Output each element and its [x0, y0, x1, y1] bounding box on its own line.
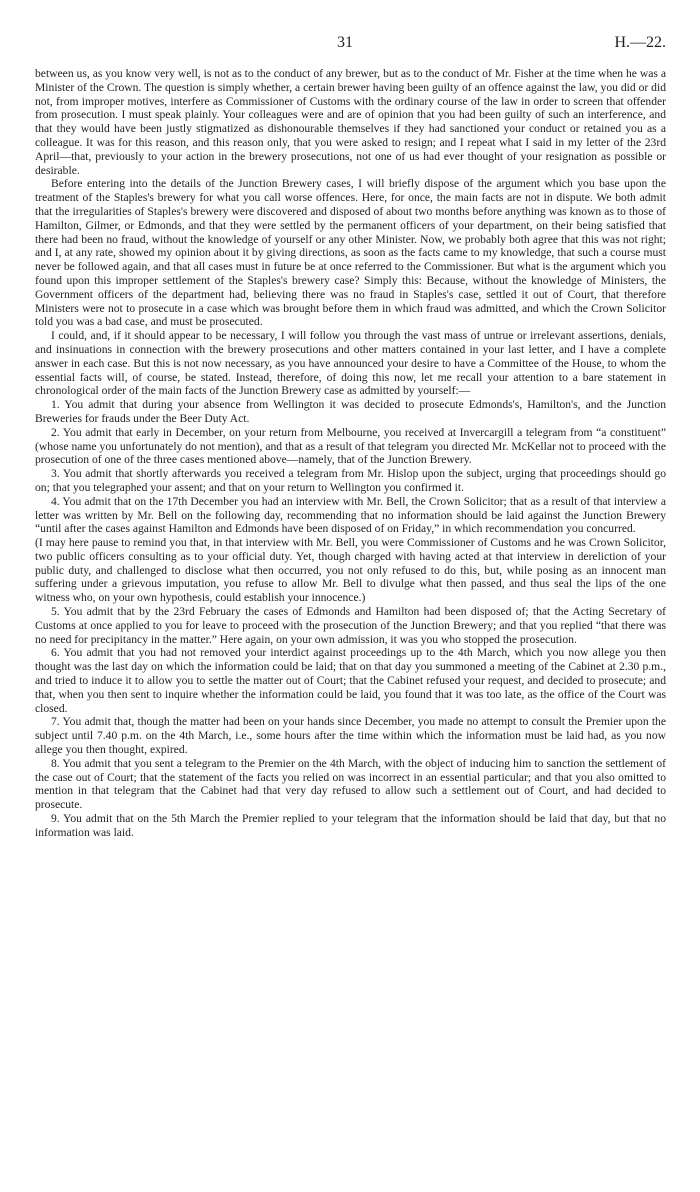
admission-item-2: 2. You admit that early in December, on your return from Melbourne, you received at Invercargill a telegram from “a constituent” (whose name you unfortunately do not mention), and that as a result of that telegram you directed Mr. McKellar not to proceed with the prosecution of one of the three cases mentioned above—namely, that of the Junction Brewery.: [35, 425, 666, 467]
document-reference: H.—22.: [614, 34, 666, 51]
admission-item-3: 3. You admit that shortly afterwards you received a telegram from Mr. Hislop upon the subject, urging that proceedings should go on; that you telegraphed your assent; and that on your return to Wellington you confirmed it.: [35, 467, 666, 494]
page-header: [0, 34, 700, 54]
parenthetical-remark: (I may here pause to remind you that, in that interview with Mr. Bell, you were Commissioner of Customs and he was Crown Solicitor, two public officers consulting as to your official duty. Yet, though charged with having acted at that interview in dereliction of your public duty, and challenged to disclose what then occurred, you not only refused to do this, but, while posing as an innocent man suffering under a grievous imputation, you refuse to allow Mr. Bell to divulge what then passed, and thus seal the lips of the one witness who, on your own hypothesis, could establish your innocence.): [35, 536, 666, 605]
admission-item-4: 4. You admit that on the 17th December you had an interview with Mr. Bell, the Crown Solicitor; that as a result of that interview a letter was written by Mr. Bell on the following day, recommending that no information should be laid against the Junction Brewery “until after the cases against Hamilton and Edmonds have been disposed of on Friday,” in which recommendation you concurred.: [35, 494, 666, 536]
paragraph-continuation: between us, as you know very well, is not as to the conduct of any brewer, but as to the conduct of Mr. Fisher at the time when he was a Minister of the Crown. The question is simply whether, a certain brewer having been guilty of an offence against the law, you did or did not, from improper motives, interfere as Commissioner of Customs with the ordinary course of the law in order to screen that offender from prosecution. I must speak plainly. Your colleagues were and are of opinion that you had been guilty of such an interference, and that they would have been justly stigmatized as dishonourable themselves if they had sanctioned your conduct or retained you as a colleague. It was for this reason, and this reason only, that you were asked to resign; and I repeat what I said in my letter of the 23rd April—that, previously to your action in the brewery prosecutions, not one of us had ever thought of your resignation as possible or desirable.: [35, 67, 666, 177]
admission-item-6: 6. You admit that you had not removed your interdict against proceedings up to the 4th March, which you now allege you then thought was the last day on which the information could be laid; that on that day you summoned a meeting of the Cabinet at 2.30 p.m., and tried to induce it to allow you to settle the matter out of Court; that the Cabinet refused your request, and decided to prosecute; and that, when you then sent to inquire whether the information could be laid, you found that it was too late, as the office of the Court was closed.: [35, 646, 666, 715]
admission-item-5: 5. You admit that by the 23rd February the cases of Edmonds and Hamilton had been disposed of; that the Acting Secretary of Customs at once applied to you for leave to proceed with the prosecution of the Junction Brewery; and that you replied “that there was no need for precipitancy in the matter.” Here again, on your own admission, it was you who stopped the prosecution.: [35, 605, 666, 646]
admission-item-7: 7. You admit that, though the matter had been on your hands since December, you made no attempt to consult the Premier upon the subject until 7.40 p.m. on the 4th March, i.e., some hours after the time within which the information must be laid had, as you now allege you then thought, expired.: [35, 715, 666, 757]
page-number: 31: [337, 34, 353, 51]
body-text: [35, 67, 666, 840]
paragraph-summary-intro: I could, and, if it should appear to be necessary, I will follow you through the vast mass of untrue or irrelevant assertions, denials, and insinuations in connection with the brewery prosecutions and other matters contained in your last letter, and I have a complete answer in each case. But this is not now necessary, as you have announced your desire to have a Committee of the House, to whom the essential facts will, of course, be stated. Instead, therefore, of doing this now, let me recall your attention to a bare statement in chronological order of the main facts of the Junction Brewery case as admitted by yourself:—: [35, 329, 666, 398]
admission-item-1: 1. You admit that during your absence from Wellington it was decided to prosecute Edmonds's, Hamilton's, and the Junction Breweries for frauds under the Beer Duty Act.: [35, 398, 666, 425]
admission-item-9: 9. You admit that on the 5th March the Premier replied to your telegram that the information should be laid that day, but that no information was laid.: [35, 812, 666, 839]
paragraph-staples-brewery: Before entering into the details of the Junction Brewery cases, I will briefly dispose of the argument which you base upon the treatment of the Staples's brewery for what you call worse offences. Here, for once, the main facts are not in dispute. We both admit that the irregularities of Staples's brewery were discovered and disposed of about two months before anything was known as to those of Hamilton, Gilmer, or Edmonds, and that they were settled by the permanent officers of your department, on their being satisfied that there had been no fraud, without the knowledge of yourself or any other Minister. Now, we probably both agree that this was not right; and I, at any rate, showed my opinion about it by giving directions, as soon as the facts came to my knowledge, that such a course must never be followed again, and that all cases must in future be at once referred to the Commissioner. But what is the argument which you found upon this improper settlement of the Staples's brewery case? Simply this: Because, without the knowledge of Ministers, the Government officers of the department had, believing there was no fraud in Staples's case, settled it out of Court, that therefore Ministers were not to prosecute in a case which was brought before them in which fraud was admitted, and which the Crown Solicitor told you was a bad case, and must be prosecuted.: [35, 177, 666, 329]
admission-item-8: 8. You admit that you sent a telegram to the Premier on the 4th March, with the object of inducing him to sanction the settlement of the case out of Court; that the statement of the facts you relied on was incorrect in an essential particular; and that you also omitted to mention in that telegram that the Cabinet had that very day refused to allow such a settlement out of Court, and had decided to prosecute.: [35, 756, 666, 812]
